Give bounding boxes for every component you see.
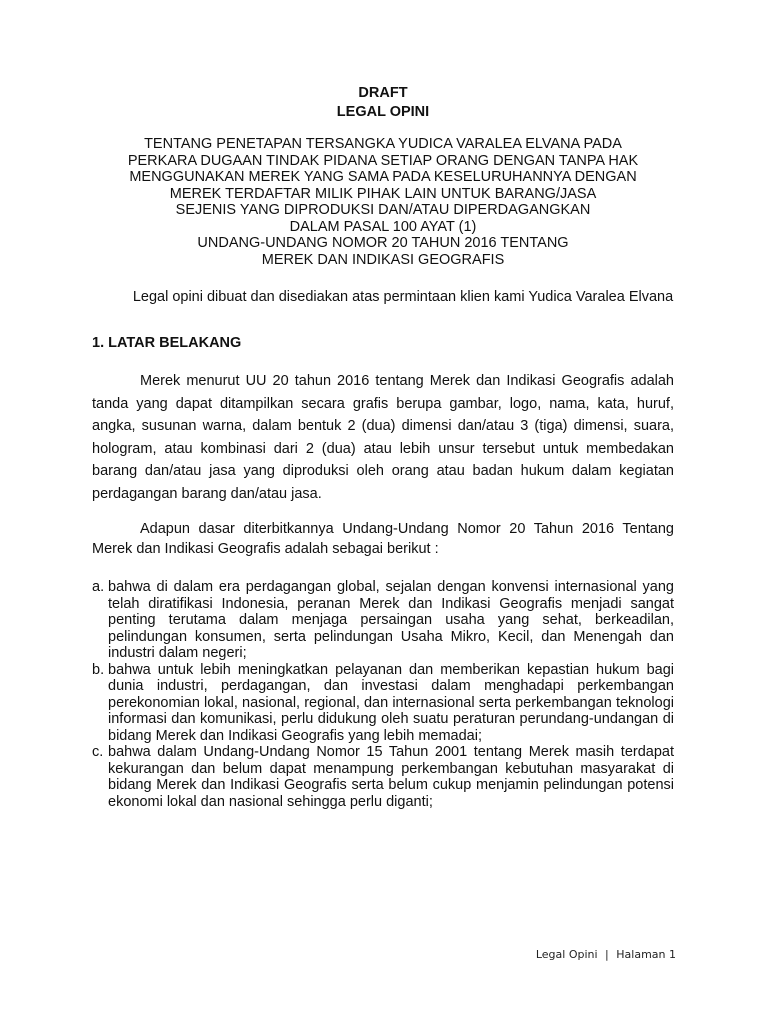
subject-line: DALAM PASAL 100 AYAT (1) (289, 218, 477, 235)
subject-block (92, 136, 674, 268)
subject-line: MEREK TERDAFTAR MILIK PIHAK LAIN UNTUK BARANG/JASA (169, 185, 597, 202)
considerations-list (92, 579, 674, 810)
list-marker: b. (92, 661, 105, 678)
subject-line: PERKARA DUGAAN TINDAK PIDANA SETIAP ORANG DENGAN TANPA HAK (127, 152, 639, 169)
body-paragraph: Merek menurut UU 20 tahun 2016 tentang Merek dan Indikasi Geografis adalah tanda yang dapat ditampilkan secara grafis berupa gambar, logo, nama, kata, huruf, angka, susunan warna, dalam bentuk 2 (dua) dimensi dan/atau 3 (tiga) dimensi, suara, hologram, atau kombinasi dari 2 (dua) atau lebih unsur tersebut untuk membedakan barang dan/atau jasa yang diproduksi oleh orang atau badan hukum dalam kegiatan perdagangan barang dan/atau jasa. (92, 373, 674, 502)
footer-label: Legal Opini (535, 948, 598, 961)
draft-label: DRAFT (358, 85, 408, 101)
intro-paragraph: Legal opini dibuat dan disediakan atas permintaan klien kami Yudica Varalea Elvana (132, 289, 674, 305)
list-item-text: bahwa dalam Undang-Undang Nomor 15 Tahun 2001 tentang Merek masih terdapat kekurangan dan belum dapat menampung perkembangan kebutuhan masyarakat di bidang Merek dan Indikasi Geografis serta belum cukup menjamin pelindungan potensi ekonomi lokal dan nasional sehingga perlu diganti; (108, 744, 674, 810)
subject-line: MENGGUNAKAN MEREK YANG SAMA PADA KESELURUHANNYA DENGAN (129, 169, 637, 185)
document-page (92, 84, 674, 810)
section-heading: 1. LATAR BELAKANG (92, 335, 242, 351)
page-number: Halaman 1 (616, 948, 676, 961)
list-marker: c. (92, 744, 104, 760)
list-item (92, 662, 674, 745)
body-paragraph: Adapun dasar diterbitkannya Undang-Undang Nomor 20 Tahun 2016 Tentang Merek dan Indikasi Geografis adalah sebagai berikut : (92, 521, 674, 557)
list-item (92, 579, 674, 662)
list-marker: a. (92, 579, 105, 595)
subject-line: MEREK DAN INDIKASI GEOGRAFIS (261, 251, 505, 268)
list-item-text: bahwa untuk lebih meningkatkan pelayanan dan memberikan kepastian hukum bagi dunia industri, perdagangan, dan investasi dalam menghadapi perkembangan perekonomian lokal, nasional, regional, dan internasional serta perkembangan teknologi informasi dan komunikasi, perlu didukung oleh suatu peraturan perundang-undangan di bidang Merek dan Indikasi Geografis yang lebih memadai; (108, 661, 674, 744)
subject-line: TENTANG PENETAPAN TERSANGKA YUDICA VARALEA ELVANA PADA (144, 136, 622, 152)
list-item (92, 744, 674, 810)
subject-line: UNDANG-UNDANG NOMOR 20 TAHUN 2016 TENTANG (197, 235, 569, 251)
list-item-text: bahwa di dalam era perdagangan global, sejalan dengan konvensi internasional yang telah diratifikasi Indonesia, peranan Merek dan Indikasi Geografis menjadi sangat penting terutama dalam menjaga persaingan usaha yang sehat, berkeadilan, pelindungan konsumen, serta pelindungan Usaha Mikro, Kecil, dan Menengah dan industri dalam negeri; (108, 579, 674, 661)
document-title: LEGAL OPINI (336, 104, 430, 120)
subject-line: SEJENIS YANG DIPRODUKSI DAN/ATAU DIPERDAGANGKAN (175, 202, 591, 218)
page-footer (536, 948, 676, 961)
footer-separator: | (605, 948, 609, 961)
